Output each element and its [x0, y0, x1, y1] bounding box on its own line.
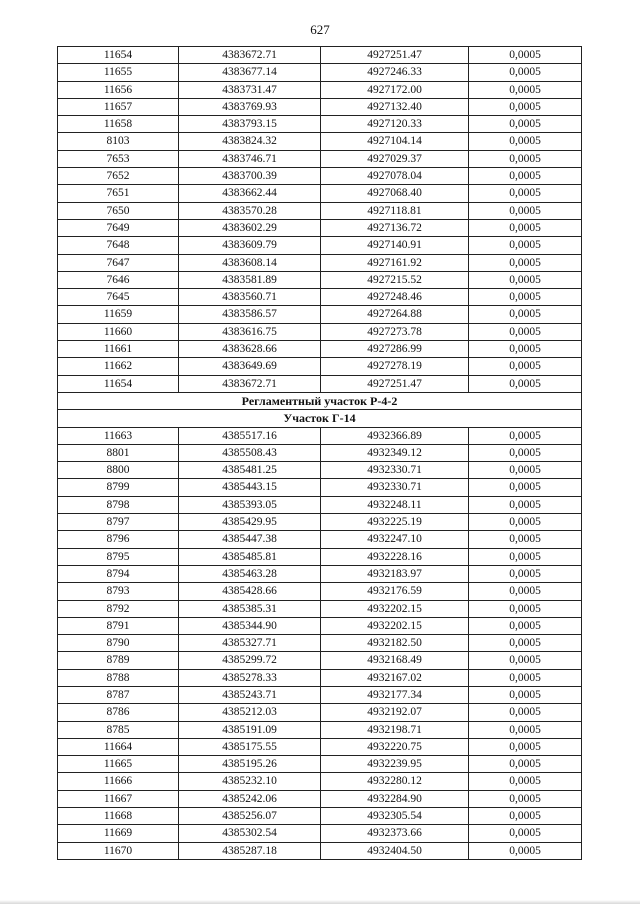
- error-cell: 0,0005: [469, 704, 582, 721]
- block1-rows: [58, 47, 582, 393]
- point-number-cell: 8787: [58, 686, 179, 703]
- x-coordinate-cell: 4383677.14: [179, 64, 321, 81]
- error-cell: 0,0005: [469, 790, 582, 807]
- error-cell: 0,0005: [469, 496, 582, 513]
- table-row: [58, 531, 582, 548]
- y-coordinate-cell: 4932228.16: [321, 548, 469, 565]
- y-coordinate-cell: 4932220.75: [321, 738, 469, 755]
- error-cell: 0,0005: [469, 116, 582, 133]
- x-coordinate-cell: 4383769.93: [179, 98, 321, 115]
- x-coordinate-cell: 4383602.29: [179, 219, 321, 236]
- y-coordinate-cell: 4927251.47: [321, 47, 469, 64]
- point-number-cell: 11663: [58, 427, 179, 444]
- point-number-cell: 8103: [58, 133, 179, 150]
- error-cell: 0,0005: [469, 721, 582, 738]
- y-coordinate-cell: 4927251.47: [321, 375, 469, 392]
- error-cell: 0,0005: [469, 808, 582, 825]
- point-number-cell: 11655: [58, 64, 179, 81]
- error-cell: 0,0005: [469, 150, 582, 167]
- point-number-cell: 8786: [58, 704, 179, 721]
- y-coordinate-cell: 4927278.19: [321, 358, 469, 375]
- point-number-cell: 8801: [58, 444, 179, 461]
- table-row: [58, 652, 582, 669]
- table-row: [58, 548, 582, 565]
- x-coordinate-cell: 4383700.39: [179, 168, 321, 185]
- error-cell: 0,0005: [469, 358, 582, 375]
- x-coordinate-cell: 4383581.89: [179, 271, 321, 288]
- table-row: [58, 756, 582, 773]
- y-coordinate-cell: 4932247.10: [321, 531, 469, 548]
- x-coordinate-cell: 4385195.26: [179, 756, 321, 773]
- point-number-cell: 8791: [58, 617, 179, 634]
- section-title: Регламентный участок Р-4-2: [58, 392, 582, 409]
- y-coordinate-cell: 4932248.11: [321, 496, 469, 513]
- point-number-cell: 11658: [58, 116, 179, 133]
- y-coordinate-cell: 4932366.89: [321, 427, 469, 444]
- page-number: 627: [310, 22, 330, 37]
- y-coordinate-cell: 4932202.15: [321, 600, 469, 617]
- y-coordinate-cell: 4927161.92: [321, 254, 469, 271]
- error-cell: 0,0005: [469, 652, 582, 669]
- error-cell: 0,0005: [469, 219, 582, 236]
- point-number-cell: 11668: [58, 808, 179, 825]
- y-coordinate-cell: 4932198.71: [321, 721, 469, 738]
- point-number-cell: 7651: [58, 185, 179, 202]
- x-coordinate-cell: 4383824.32: [179, 133, 321, 150]
- y-coordinate-cell: 4927286.99: [321, 341, 469, 358]
- y-coordinate-cell: 4932177.34: [321, 686, 469, 703]
- table-row: [58, 790, 582, 807]
- point-number-cell: 11657: [58, 98, 179, 115]
- y-coordinate-cell: 4927215.52: [321, 271, 469, 288]
- x-coordinate-cell: 4383662.44: [179, 185, 321, 202]
- point-number-cell: 7649: [58, 219, 179, 236]
- y-coordinate-cell: 4932182.50: [321, 635, 469, 652]
- table-row: [58, 98, 582, 115]
- error-cell: 0,0005: [469, 254, 582, 271]
- x-coordinate-cell: 4385299.72: [179, 652, 321, 669]
- point-number-cell: 8798: [58, 496, 179, 513]
- point-number-cell: 11669: [58, 825, 179, 842]
- y-coordinate-cell: 4927136.72: [321, 219, 469, 236]
- x-coordinate-cell: 4383793.15: [179, 116, 321, 133]
- table-row: [58, 704, 582, 721]
- point-number-cell: 11667: [58, 790, 179, 807]
- table-row: [58, 219, 582, 236]
- y-coordinate-cell: 4927132.40: [321, 98, 469, 115]
- error-cell: 0,0005: [469, 635, 582, 652]
- error-cell: 0,0005: [469, 462, 582, 479]
- x-coordinate-cell: 4385463.28: [179, 565, 321, 582]
- x-coordinate-cell: 4385508.43: [179, 444, 321, 461]
- x-coordinate-cell: 4385385.31: [179, 600, 321, 617]
- table-row: [58, 496, 582, 513]
- point-number-cell: 11661: [58, 341, 179, 358]
- error-cell: 0,0005: [469, 64, 582, 81]
- table-row: [58, 202, 582, 219]
- y-coordinate-cell: 4927120.33: [321, 116, 469, 133]
- x-coordinate-cell: 4385287.18: [179, 842, 321, 859]
- point-number-cell: 8792: [58, 600, 179, 617]
- y-coordinate-cell: 4927118.81: [321, 202, 469, 219]
- point-number-cell: 7652: [58, 168, 179, 185]
- x-coordinate-cell: 4385243.71: [179, 686, 321, 703]
- x-coordinate-cell: 4383731.47: [179, 81, 321, 98]
- table-row: [58, 427, 582, 444]
- coordinates-table: [57, 46, 582, 860]
- error-cell: 0,0005: [469, 271, 582, 288]
- x-coordinate-cell: 4385327.71: [179, 635, 321, 652]
- x-coordinate-cell: 4383746.71: [179, 150, 321, 167]
- subsection-title-row: [58, 410, 582, 427]
- error-cell: 0,0005: [469, 323, 582, 340]
- y-coordinate-cell: 4927029.37: [321, 150, 469, 167]
- error-cell: 0,0005: [469, 81, 582, 98]
- table-row: [58, 808, 582, 825]
- x-coordinate-cell: 4385242.06: [179, 790, 321, 807]
- x-coordinate-cell: 4385447.38: [179, 531, 321, 548]
- error-cell: 0,0005: [469, 185, 582, 202]
- scan-edge: [0, 900, 640, 904]
- error-cell: 0,0005: [469, 756, 582, 773]
- y-coordinate-cell: 4932373.66: [321, 825, 469, 842]
- error-cell: 0,0005: [469, 686, 582, 703]
- point-number-cell: 11656: [58, 81, 179, 98]
- table-row: [58, 306, 582, 323]
- point-number-cell: 7645: [58, 289, 179, 306]
- table-row: [58, 375, 582, 392]
- table-row: [58, 479, 582, 496]
- table-row: [58, 617, 582, 634]
- x-coordinate-cell: 4385302.54: [179, 825, 321, 842]
- subsection-title: Участок Г-14: [58, 410, 582, 427]
- x-coordinate-cell: 4385443.15: [179, 479, 321, 496]
- block2-rows: [58, 427, 582, 859]
- point-number-cell: 11659: [58, 306, 179, 323]
- error-cell: 0,0005: [469, 548, 582, 565]
- x-coordinate-cell: 4383628.66: [179, 341, 321, 358]
- point-number-cell: 11654: [58, 375, 179, 392]
- y-coordinate-cell: 4927078.04: [321, 168, 469, 185]
- x-coordinate-cell: 4385429.95: [179, 514, 321, 531]
- point-number-cell: 8789: [58, 652, 179, 669]
- table-row: [58, 444, 582, 461]
- error-cell: 0,0005: [469, 375, 582, 392]
- x-coordinate-cell: 4385428.66: [179, 583, 321, 600]
- table-row: [58, 583, 582, 600]
- point-number-cell: 11666: [58, 773, 179, 790]
- error-cell: 0,0005: [469, 47, 582, 64]
- point-number-cell: 7646: [58, 271, 179, 288]
- table-row: [58, 185, 582, 202]
- table-row: [58, 358, 582, 375]
- table-row: [58, 341, 582, 358]
- x-coordinate-cell: 4383570.28: [179, 202, 321, 219]
- point-number-cell: 11660: [58, 323, 179, 340]
- point-number-cell: 8796: [58, 531, 179, 548]
- y-coordinate-cell: 4927273.78: [321, 323, 469, 340]
- error-cell: 0,0005: [469, 479, 582, 496]
- x-coordinate-cell: 4385191.09: [179, 721, 321, 738]
- error-cell: 0,0005: [469, 133, 582, 150]
- table-row: [58, 237, 582, 254]
- x-coordinate-cell: 4385212.03: [179, 704, 321, 721]
- y-coordinate-cell: 4927140.91: [321, 237, 469, 254]
- table-row: [58, 133, 582, 150]
- point-number-cell: 11654: [58, 47, 179, 64]
- x-coordinate-cell: 4383586.57: [179, 306, 321, 323]
- error-cell: 0,0005: [469, 514, 582, 531]
- point-number-cell: 8785: [58, 721, 179, 738]
- y-coordinate-cell: 4932168.49: [321, 652, 469, 669]
- table-row: [58, 462, 582, 479]
- error-cell: 0,0005: [469, 427, 582, 444]
- table-row: [58, 150, 582, 167]
- point-number-cell: 11670: [58, 842, 179, 859]
- table-row: [58, 47, 582, 64]
- point-number-cell: 8793: [58, 583, 179, 600]
- error-cell: 0,0005: [469, 531, 582, 548]
- x-coordinate-cell: 4385175.55: [179, 738, 321, 755]
- table-row: [58, 168, 582, 185]
- error-cell: 0,0005: [469, 98, 582, 115]
- y-coordinate-cell: 4932225.19: [321, 514, 469, 531]
- y-coordinate-cell: 4927248.46: [321, 289, 469, 306]
- y-coordinate-cell: 4932183.97: [321, 565, 469, 582]
- table-row: [58, 773, 582, 790]
- error-cell: 0,0005: [469, 773, 582, 790]
- point-number-cell: 8794: [58, 565, 179, 582]
- point-number-cell: 7648: [58, 237, 179, 254]
- y-coordinate-cell: 4927172.00: [321, 81, 469, 98]
- table-row: [58, 825, 582, 842]
- error-cell: 0,0005: [469, 444, 582, 461]
- table-row: [58, 81, 582, 98]
- y-coordinate-cell: 4927264.88: [321, 306, 469, 323]
- y-coordinate-cell: 4932284.90: [321, 790, 469, 807]
- error-cell: 0,0005: [469, 237, 582, 254]
- y-coordinate-cell: 4927246.33: [321, 64, 469, 81]
- x-coordinate-cell: 4385481.25: [179, 462, 321, 479]
- table-row: [58, 669, 582, 686]
- x-coordinate-cell: 4385517.16: [179, 427, 321, 444]
- table-row: [58, 271, 582, 288]
- section-title-row: [58, 392, 582, 409]
- error-cell: 0,0005: [469, 825, 582, 842]
- x-coordinate-cell: 4383672.71: [179, 47, 321, 64]
- x-coordinate-cell: 4385485.81: [179, 548, 321, 565]
- point-number-cell: 7653: [58, 150, 179, 167]
- error-cell: 0,0005: [469, 289, 582, 306]
- y-coordinate-cell: 4932404.50: [321, 842, 469, 859]
- error-cell: 0,0005: [469, 738, 582, 755]
- table-row: [58, 254, 582, 271]
- table-row: [58, 514, 582, 531]
- y-coordinate-cell: 4932239.95: [321, 756, 469, 773]
- y-coordinate-cell: 4932202.15: [321, 617, 469, 634]
- y-coordinate-cell: 4927104.14: [321, 133, 469, 150]
- error-cell: 0,0005: [469, 168, 582, 185]
- error-cell: 0,0005: [469, 842, 582, 859]
- error-cell: 0,0005: [469, 669, 582, 686]
- y-coordinate-cell: 4932280.12: [321, 773, 469, 790]
- error-cell: 0,0005: [469, 617, 582, 634]
- x-coordinate-cell: 4385344.90: [179, 617, 321, 634]
- error-cell: 0,0005: [469, 202, 582, 219]
- table-row: [58, 738, 582, 755]
- point-number-cell: 11664: [58, 738, 179, 755]
- point-number-cell: 8790: [58, 635, 179, 652]
- point-number-cell: 11662: [58, 358, 179, 375]
- table-row: [58, 635, 582, 652]
- x-coordinate-cell: 4383672.71: [179, 375, 321, 392]
- point-number-cell: 8800: [58, 462, 179, 479]
- point-number-cell: 11665: [58, 756, 179, 773]
- table-row: [58, 64, 582, 81]
- x-coordinate-cell: 4385393.05: [179, 496, 321, 513]
- x-coordinate-cell: 4383649.69: [179, 358, 321, 375]
- x-coordinate-cell: 4385256.07: [179, 808, 321, 825]
- x-coordinate-cell: 4385278.33: [179, 669, 321, 686]
- y-coordinate-cell: 4932330.71: [321, 462, 469, 479]
- point-number-cell: 8797: [58, 514, 179, 531]
- table-row: [58, 565, 582, 582]
- table-row: [58, 289, 582, 306]
- point-number-cell: 8788: [58, 669, 179, 686]
- table-row: [58, 842, 582, 859]
- y-coordinate-cell: 4932305.54: [321, 808, 469, 825]
- x-coordinate-cell: 4383560.71: [179, 289, 321, 306]
- error-cell: 0,0005: [469, 306, 582, 323]
- y-coordinate-cell: 4932176.59: [321, 583, 469, 600]
- point-number-cell: 8795: [58, 548, 179, 565]
- table-row: [58, 600, 582, 617]
- point-number-cell: 7650: [58, 202, 179, 219]
- point-number-cell: 7647: [58, 254, 179, 271]
- error-cell: 0,0005: [469, 600, 582, 617]
- y-coordinate-cell: 4932192.07: [321, 704, 469, 721]
- x-coordinate-cell: 4383608.14: [179, 254, 321, 271]
- table-row: [58, 116, 582, 133]
- y-coordinate-cell: 4932167.02: [321, 669, 469, 686]
- table-row: [58, 686, 582, 703]
- table-row: [58, 721, 582, 738]
- x-coordinate-cell: 4383616.75: [179, 323, 321, 340]
- y-coordinate-cell: 4932349.12: [321, 444, 469, 461]
- table-row: [58, 323, 582, 340]
- point-number-cell: 8799: [58, 479, 179, 496]
- section-header: [58, 392, 582, 427]
- error-cell: 0,0005: [469, 565, 582, 582]
- y-coordinate-cell: 4927068.40: [321, 185, 469, 202]
- x-coordinate-cell: 4383609.79: [179, 237, 321, 254]
- error-cell: 0,0005: [469, 583, 582, 600]
- x-coordinate-cell: 4385232.10: [179, 773, 321, 790]
- y-coordinate-cell: 4932330.71: [321, 479, 469, 496]
- error-cell: 0,0005: [469, 341, 582, 358]
